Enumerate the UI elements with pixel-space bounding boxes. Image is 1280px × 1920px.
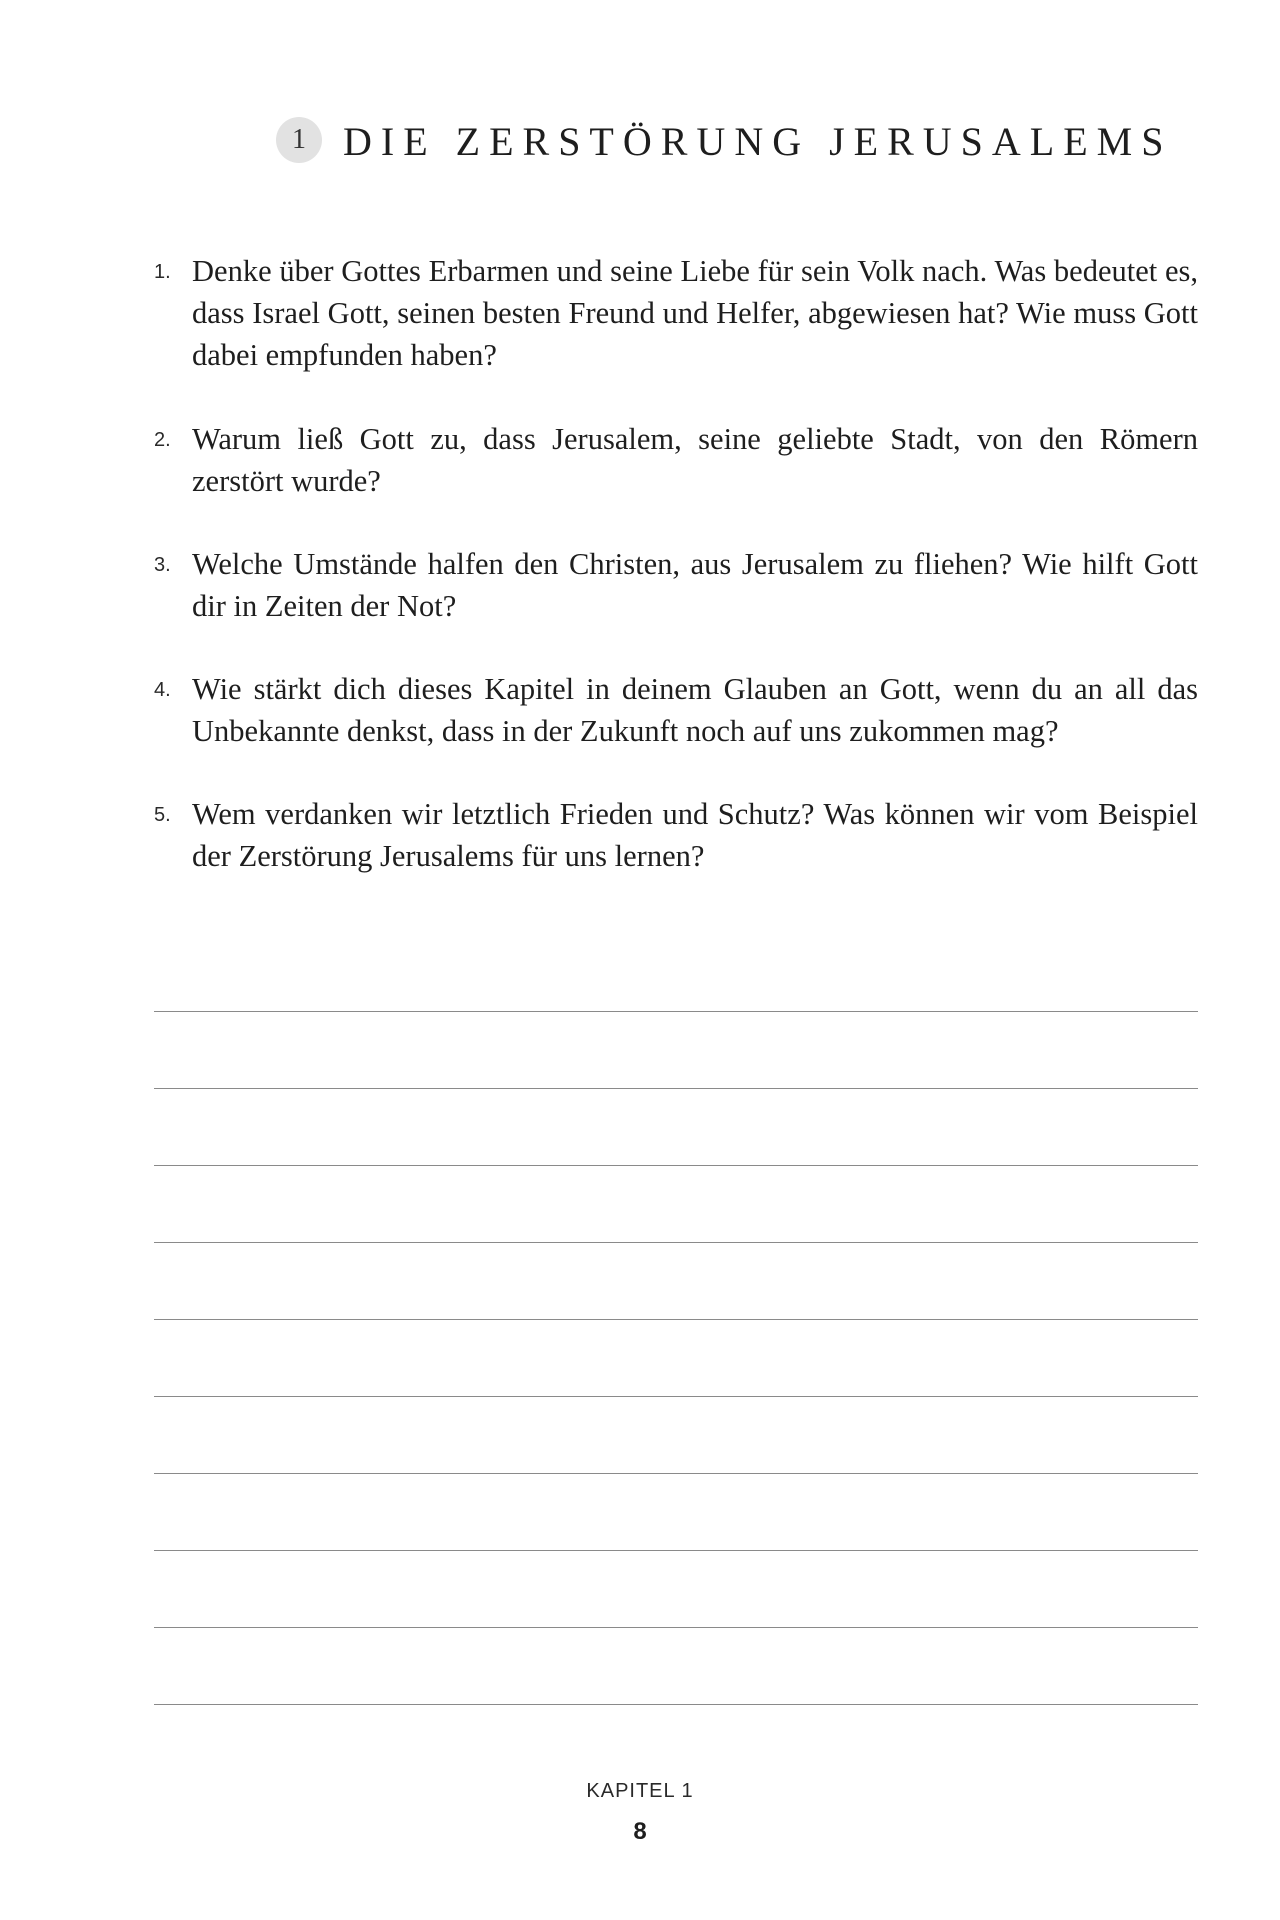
chapter-title: DIE ZERSTÖRUNG JERUSALEMS — [343, 119, 1173, 164]
question-number: 2. — [154, 429, 171, 451]
writing-line — [154, 1011, 1198, 1012]
chapter-header — [0, 114, 1280, 170]
writing-line — [154, 1627, 1198, 1628]
chapter-number-badge: 1 — [276, 117, 322, 163]
writing-line — [154, 1165, 1198, 1166]
footer-chapter-label: KAPITEL 1 — [586, 1780, 694, 1802]
question-text: Wem verdanken wir letztlich Frieden und Schutz? Was können wir vom Beispiel der Zerstörung Jerusalems für uns lernen? — [192, 797, 1198, 873]
writing-line — [154, 1319, 1198, 1320]
writing-line — [154, 1473, 1198, 1474]
page-number: 8 — [633, 1818, 647, 1845]
question-number: 5. — [154, 804, 171, 826]
writing-line — [154, 1242, 1198, 1243]
question-text: Denke über Gottes Erbarmen und seine Liebe für sein Volk nach. Was bedeutet es, dass Israel Gott, seinen besten Freund und Helfer, abgewiesen hat? Wie muss Gott dabei empfunden haben? — [192, 254, 1198, 372]
question-number: 3. — [154, 554, 171, 576]
writing-line — [154, 1396, 1198, 1397]
question-number: 4. — [154, 679, 171, 701]
question-text: Welche Umstände halfen den Christen, aus Jerusalem zu fliehen? Wie hilft Gott dir in Zeiten der Not? — [192, 547, 1198, 623]
question-text: Wie stärkt dich dieses Kapitel in deinem Glauben an Gott, wenn du an all das Unbekannte denkst, dass in der Zukunft noch auf uns zukommen mag? — [192, 672, 1198, 748]
question-text: Warum ließ Gott zu, dass Jerusalem, seine geliebte Stadt, von den Römern zerstört wurde? — [192, 422, 1198, 498]
writing-line — [154, 1088, 1198, 1089]
writing-line — [154, 1704, 1198, 1705]
question-number: 1. — [154, 261, 171, 283]
writing-line — [154, 1550, 1198, 1551]
